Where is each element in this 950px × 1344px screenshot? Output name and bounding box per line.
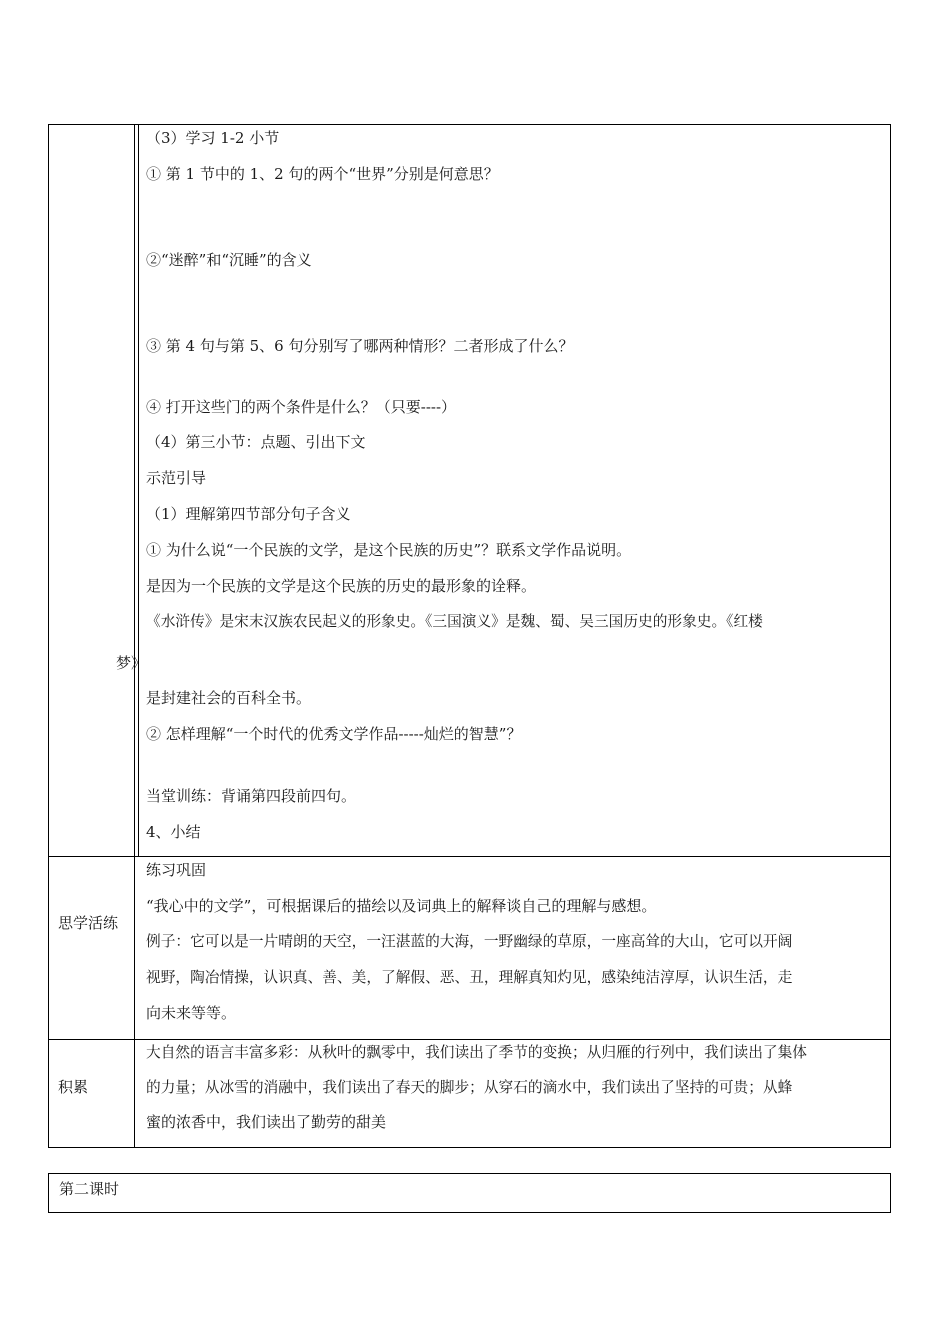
row2-line-2: “我心中的文学”，可根据课后的描绘以及词典上的解释谈自己的理解与感想。	[146, 897, 657, 915]
row1-line-14: ② 怎样理解“一个时代的优秀文学作品-----灿烂的智慧”？	[146, 725, 522, 743]
row2-line-4: 视野，陶冶情操，认识真、善、美，了解假、恶、丑，理解真知灼见，感染纯洁淳厚，认识生活，走	[146, 969, 793, 986]
row3-label: 积累	[58, 1078, 89, 1096]
table1-row-divider-2	[48, 1039, 891, 1040]
row1-line-13: 是封建社会的百科全书。	[146, 689, 312, 707]
table1-top-border	[48, 124, 891, 125]
row3-line-2: 的力量；从冰雪的消融中，我们读出了春天的脚步；从穿石的滴水中，我们读出了坚持的可贵；从蜂	[146, 1079, 793, 1096]
row1-line-3: ②“迷醉”和“沉睡”的含义	[146, 251, 312, 269]
row1-line-8: （1）理解第四节部分句子含义	[146, 505, 351, 523]
table1-bottom-border	[48, 1147, 891, 1148]
row1-line-11: 《水浒传》是宋末汉族农民起义的形象史。《三国演义》是魏、蜀、吴三国历史的形象史。《红楼	[146, 613, 763, 630]
row2-line-1: 练习巩固	[146, 861, 207, 879]
row1-line-2: ① 第 1 节中的 1、2 句的两个“世界”分别是何意思？	[146, 165, 499, 183]
row2-line-5: 向未来等等。	[146, 1004, 237, 1022]
row1-line-16: 4、小结	[146, 823, 201, 841]
row3-line-1: 大自然的语言丰富多彩：从秋叶的飘零中，我们读出了季节的变换；从归雁的行列中，我们读出了集体	[146, 1044, 807, 1061]
row1-line-7: 示范引导	[146, 469, 207, 487]
row2-label: 思学活练	[58, 914, 119, 932]
row2-line-3: 例子：它可以是一片晴朗的天空，一汪湛蓝的大海，一野幽绿的草原，一座高耸的大山，它可以开阔	[146, 933, 793, 950]
table1-row-divider-1	[48, 856, 891, 857]
table1-column-divider	[134, 124, 135, 1148]
row1-line-5: ④ 打开这些门的两个条件是什么？（只要----）	[146, 398, 457, 416]
table2-title: 第二课时	[59, 1180, 120, 1198]
row1-line-1: （3）学习 1-2 小节	[146, 129, 280, 147]
row1-line-10: 是因为一个民族的文学是这个民族的历史的最形象的诠释。	[146, 577, 537, 595]
table1-right-border	[890, 124, 891, 1148]
row1-line-6: （4）第三小节：点题、引出下文	[146, 433, 366, 451]
row3-line-3: 蜜的浓香中，我们读出了勤劳的甜美	[146, 1113, 387, 1131]
table1-left-border	[48, 124, 49, 1148]
table1-column-divider-secondary	[138, 124, 139, 856]
row1-line-9: ① 为什么说“一个民族的文学，是这个民族的历史”？联系文学作品说明。	[146, 541, 632, 559]
row1-line-15: 当堂训练：背诵第四段前四句。	[146, 787, 357, 805]
table2	[48, 1173, 891, 1213]
row1-line-4: ③ 第 4 句与第 5、6 句分别写了哪两种情形？二者形成了什么？	[146, 337, 574, 355]
row1-line-12: 梦》	[116, 654, 147, 672]
